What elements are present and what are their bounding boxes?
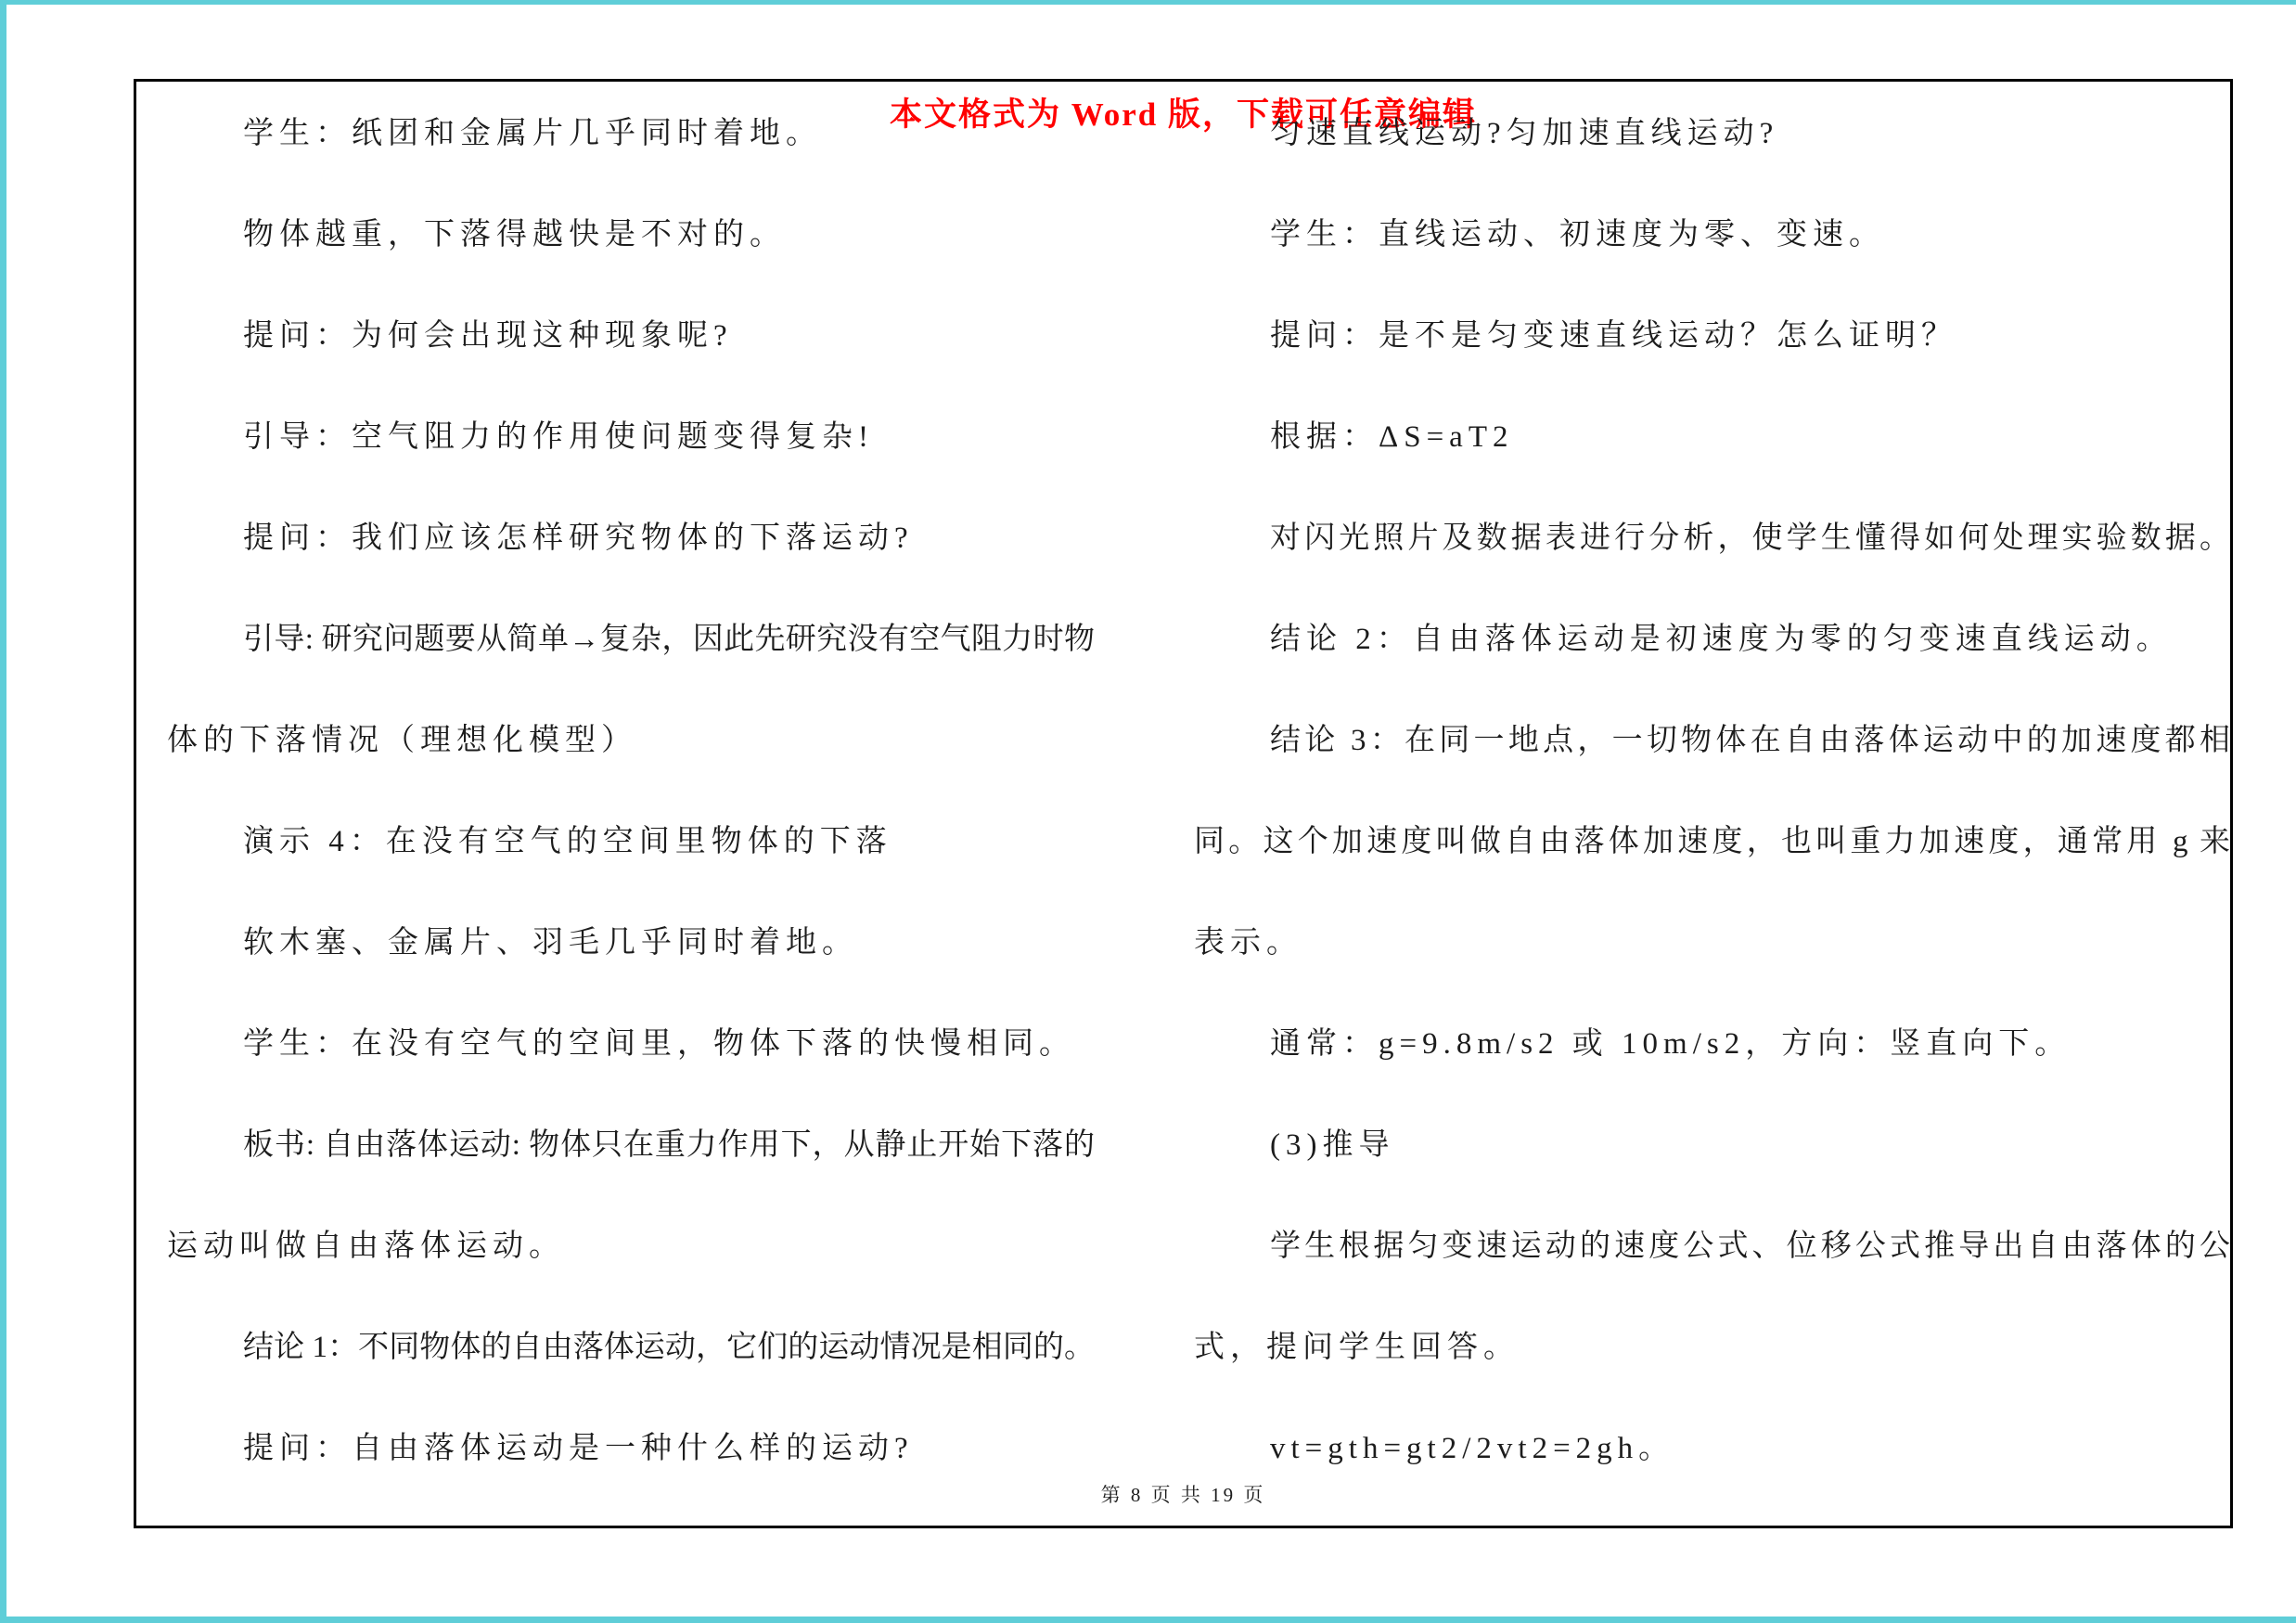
text-line: 板书: 自由落体运动: 物体只在重力作用下，从静止开始下落的	[243, 1128, 1095, 1162]
text-line: 引导：空气阻力的作用使问题变得复杂!	[243, 420, 874, 454]
text-line: 提问：我们应该怎样研究物体的下落运动?	[243, 522, 914, 555]
text-line: 软木塞、金属片、羽毛几乎同时着地。	[243, 926, 858, 960]
text-line: 结论 1：不同物体的自由落体运动，它们的运动情况是相同的。	[243, 1331, 1095, 1364]
document-page	[134, 79, 2233, 1528]
text-line: 学生：直线运动、初速度为零、变速。	[1270, 218, 1885, 251]
text-line: 物体越重，下落得越快是不对的。	[243, 218, 786, 251]
text-line: 提问：是不是匀变速直线运动？怎么证明？	[1270, 319, 1957, 353]
text-line: 学生根据匀变速运动的速度公式、位移公式推导出自由落体的公	[1270, 1230, 2230, 1263]
text-column-right	[1194, 84, 2230, 1500]
text-column-left	[167, 84, 1095, 1500]
text-line: 表示。	[1194, 926, 1302, 960]
text-line: 提问：为何会出现这种现象呢?	[243, 319, 733, 353]
canvas-edge-bottom	[0, 1617, 2296, 1623]
text-line: 运动叫做自由落体运动。	[167, 1230, 565, 1263]
text-line: (3)推导	[1270, 1128, 1395, 1162]
canvas-edge-top	[0, 0, 2296, 5]
text-line: 根据：ΔS=aT2	[1270, 420, 1514, 454]
text-line: 学生：在没有空气的空间里，物体下落的快慢相同。	[243, 1027, 1075, 1061]
text-line: 提问：自由落体运动是一种什么样的运动?	[243, 1432, 914, 1465]
text-line: 引导: 研究问题要从简单→复杂，因此先研究没有空气阻力时物	[243, 623, 1095, 656]
text-line: 学生：纸团和金属片几乎同时着地。	[243, 117, 822, 150]
text-line: 结论 2：自由落体运动是初速度为零的匀变速直线运动。	[1270, 623, 2173, 656]
canvas-edge-left	[0, 0, 6, 1623]
text-line: 式，提问学生回答。	[1194, 1331, 1520, 1364]
text-line: 匀速直线运动?匀加速直线运动?	[1270, 117, 1779, 150]
text-line: 体的下落情况（理想化模型）	[167, 724, 637, 757]
text-line: 对闪光照片及数据表进行分析，使学生懂得如何处理实验数据。	[1270, 522, 2230, 555]
word-format-notice: 本文格式为 Word 版，下载可任意编辑	[889, 97, 1478, 133]
page-number-footer: 第 8 页 共 19 页	[1100, 1484, 1266, 1506]
text-line: 同。这个加速度叫做自由落体加速度，也叫重力加速度，通常用 g 来	[1194, 825, 2230, 858]
text-line: vt=gth=gt2/2vt2=2gh。	[1270, 1432, 1675, 1465]
text-line: 演示 4：在没有空气的空间里物体的下落	[243, 825, 892, 858]
text-line: 通常：g=9.8m/s2 或 10m/s2，方向：竖直向下。	[1270, 1027, 2072, 1061]
text-line: 结论 3：在同一地点，一切物体在自由落体运动中的加速度都相	[1270, 724, 2230, 757]
